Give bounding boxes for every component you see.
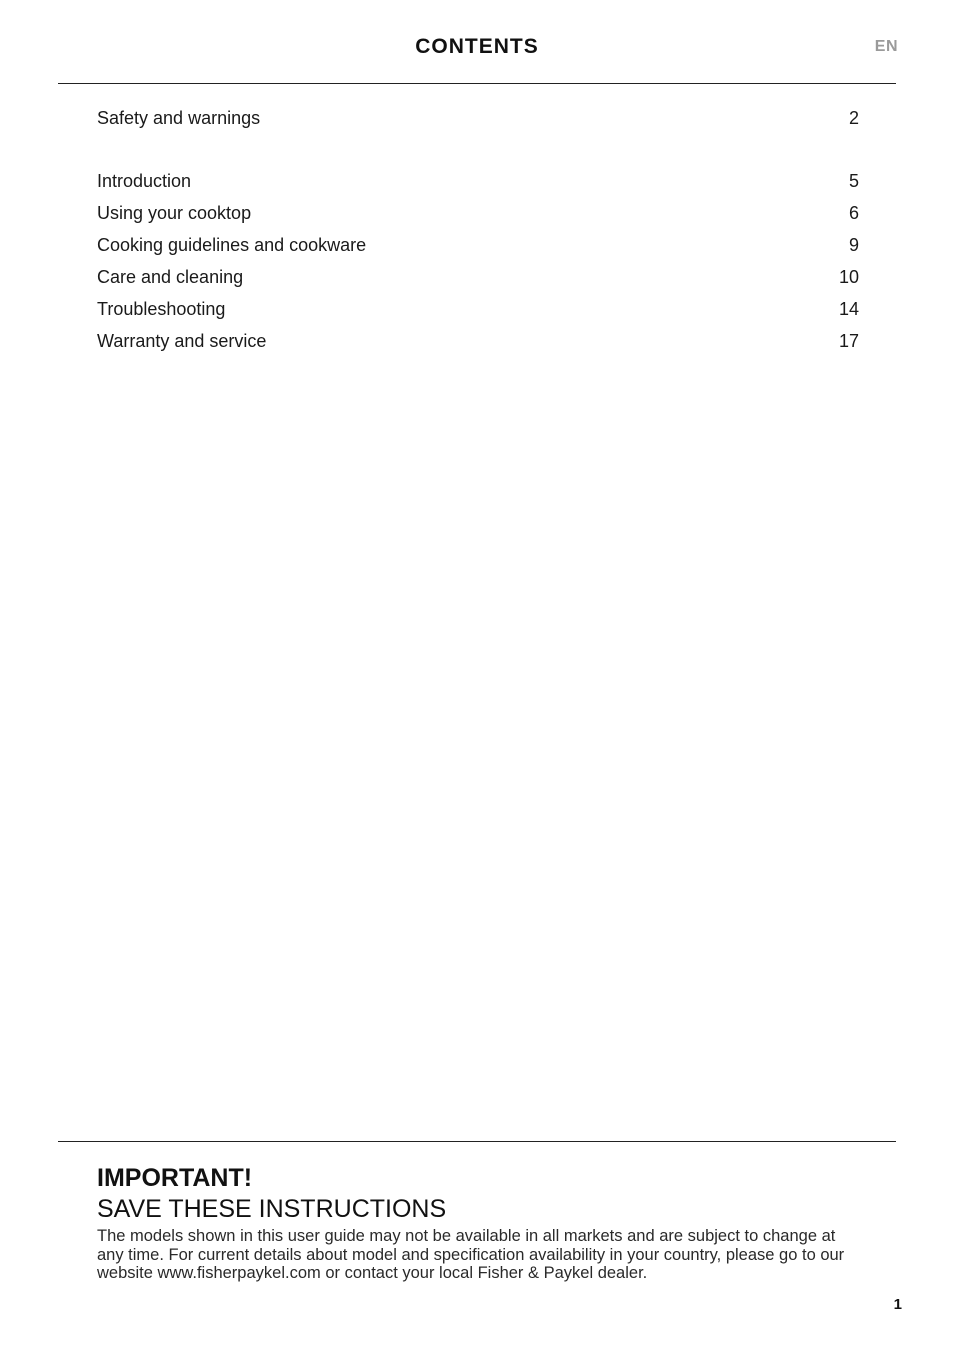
- toc-entry-title: Care and cleaning: [97, 267, 244, 287]
- toc-entry-title: Using your cooktop: [97, 203, 252, 223]
- toc-entry-page: 5: [848, 171, 859, 191]
- toc-entry-troubleshooting[interactable]: [97, 295, 859, 327]
- save-instructions-heading: SAVE THESE INSTRUCTIONS: [97, 1195, 447, 1223]
- toc-entry-page: 2: [848, 108, 859, 128]
- toc-entry-title: Cooking guidelines and cookware: [97, 235, 367, 255]
- toc-entry-title: Safety and warnings: [97, 108, 261, 128]
- language-tag: EN: [874, 38, 898, 55]
- page-number: 1: [893, 1296, 902, 1313]
- toc-entry-page: 9: [848, 235, 859, 255]
- footer-divider: [58, 1141, 896, 1142]
- toc-entry-page: 6: [848, 203, 859, 223]
- toc-entry-title: Troubleshooting: [97, 299, 226, 319]
- toc-entry-title: Introduction: [97, 171, 192, 191]
- important-body-text: The models shown in this user guide may not be available in all markets and are subject to change at any time. For current details about model and specification availability in your country, please go to our website www.fisherpaykel.com or contact your local Fisher & Paykel dealer.: [97, 1227, 845, 1282]
- toc-entry-page: 17: [838, 331, 859, 351]
- toc-entry-using-your-cooktop[interactable]: [97, 199, 859, 231]
- toc-entry-care-and-cleaning[interactable]: [97, 263, 859, 295]
- toc-entry-warranty-and-service[interactable]: [97, 327, 859, 359]
- table-of-contents: [97, 104, 859, 359]
- important-notice: [97, 1163, 857, 1283]
- toc-entry-safety-and-warnings[interactable]: [97, 104, 859, 136]
- page-title: CONTENTS: [415, 35, 539, 58]
- toc-entry-title: Warranty and service: [97, 331, 267, 351]
- toc-entry-page: 14: [838, 299, 859, 319]
- toc-entry-page: 10: [838, 267, 859, 287]
- header-divider: [58, 83, 896, 84]
- toc-entry-introduction[interactable]: [97, 167, 859, 199]
- toc-entry-cooking-guidelines[interactable]: [97, 231, 859, 263]
- important-heading: IMPORTANT!: [97, 1164, 253, 1192]
